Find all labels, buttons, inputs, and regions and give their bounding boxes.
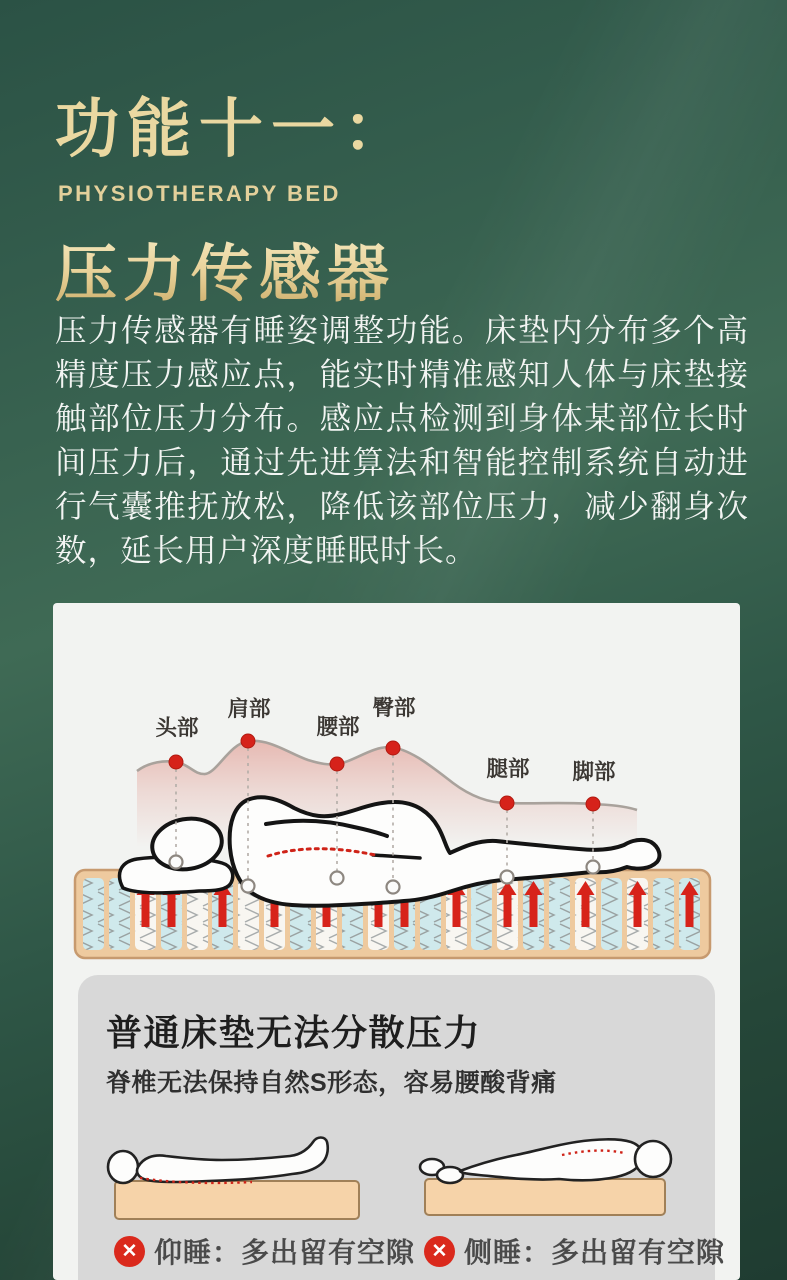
mini-foot-2 <box>437 1167 463 1183</box>
pressure-distribution-diagram <box>53 603 740 975</box>
label-leg: 腿部 <box>486 757 530 781</box>
feature-description: 压力传感器有睡姿调整功能。床垫内分布多个高精度压力感应点，能实时精准感知人体与床垫接触部位压力分布。感应点检测到身体某部位长时间压力后，通过先进算法和智能控制系统自动进行气囊推抚放松，降低该部位压力，减少翻身次数，延长用户深度睡眠时长。 <box>55 312 749 568</box>
back-sleep-diagram <box>90 1117 382 1227</box>
side-sleep-diagram <box>400 1115 692 1227</box>
comparison-title: 普通床垫无法分散压力 <box>106 1012 482 1053</box>
label-waist: 腰部 <box>316 715 360 739</box>
feature-name-title: 压力传感器 <box>55 224 395 313</box>
x-cross-icon: ✕ <box>114 1236 145 1267</box>
label-head: 头部 <box>155 716 199 740</box>
side-sleep-caption-text: 侧睡：多出留有空隙 <box>464 1237 726 1268</box>
page-title: 功能十一： <box>55 93 415 165</box>
mini-body <box>460 1139 643 1180</box>
label-shoulder: 肩部 <box>227 697 271 721</box>
comparison-card <box>78 975 726 1280</box>
label-foot: 脚部 <box>572 760 616 784</box>
back-sleep-caption-text: 仰睡：多出留有空隙 <box>154 1237 416 1268</box>
illustration-card <box>53 603 740 1280</box>
comparison-subtitle: 脊椎无法保持自然S形态，容易腰酸背痛 <box>106 1069 557 1097</box>
flat-mattress <box>115 1181 359 1219</box>
page-subtitle-en: PHYSIOTHERAPY BED <box>58 181 341 206</box>
side-sleep-caption <box>424 1231 725 1271</box>
mini-body <box>137 1138 328 1183</box>
mini-head <box>635 1141 671 1177</box>
label-hip: 臀部 <box>372 696 416 720</box>
back-sleep-caption <box>114 1231 415 1271</box>
x-cross-icon: ✕ <box>424 1236 455 1267</box>
flat-mattress <box>425 1179 665 1215</box>
mini-head <box>108 1151 138 1183</box>
